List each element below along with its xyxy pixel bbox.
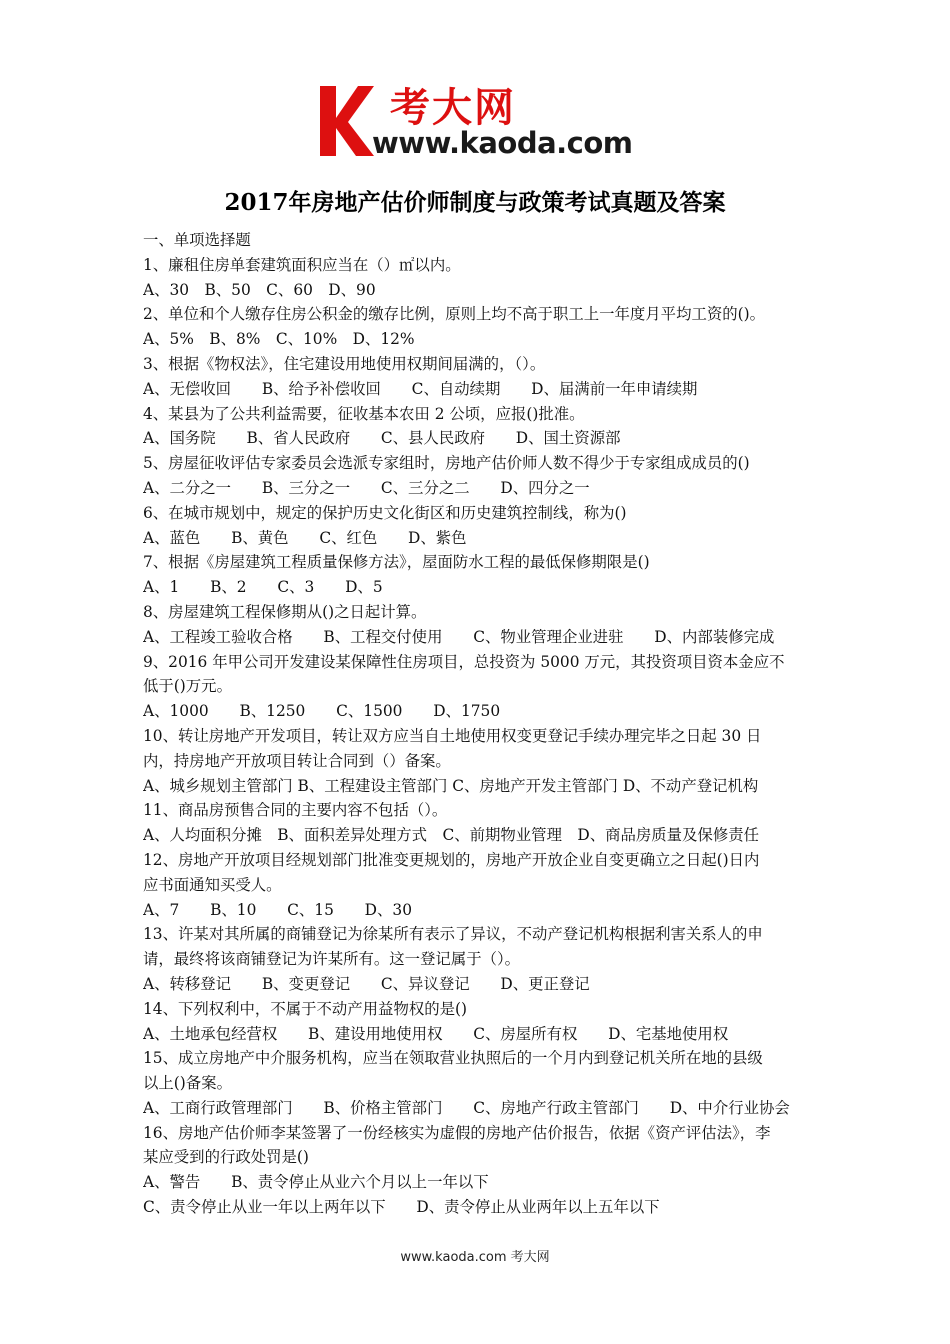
text-line: A、工商行政管理部门 B、价格主管部门 C、房地产行政主管部门 D、中介行业协会	[143, 1098, 790, 1117]
text-line: 1、廉租住房单套建筑面积应当在（）㎡以内。	[143, 255, 461, 274]
text-line: 6、在城市规划中，规定的保护历史文化街区和历史建筑控制线，称为()	[143, 503, 627, 522]
text-line: A、国务院 B、省人民政府 C、县人民政府 D、国土资源部	[143, 429, 621, 448]
k-logo-icon	[316, 84, 376, 158]
text-line: A、城乡规划主管部门 B、工程建设主管部门 C、房地产开发主管部门 D、不动产登记机构	[143, 776, 759, 795]
text-line: 14、下列权利中，不属于不动产用益物权的是()	[143, 999, 468, 1018]
text-line: C、责令停止从业一年以上两年以下 D、责令停止从业两年以上五年以下	[143, 1198, 660, 1217]
text-line: 某应受到的行政处罚是()	[143, 1148, 309, 1167]
text-line: 15、成立房地产中介服务机构，应当在领取营业执照后的一个月内到登记机关所在地的县级	[143, 1049, 763, 1068]
text-line: 5、房屋征收评估专家委员会选派专家组时，房地产估价师人数不得少于专家组成成员的()	[143, 454, 750, 473]
text-line: 3、根据《物权法》，住宅建设用地使用权期间届满的，（）。	[143, 354, 546, 373]
text-line: A、工程竣工验收合格 B、工程交付使用 C、物业管理企业进驻 D、内部装修完成	[143, 627, 775, 646]
text-line: 4、某县为了公共利益需要，征收基本农田 2 公顷，应报()批准。	[143, 404, 585, 423]
logo-url: www.kaoda.com	[372, 126, 633, 160]
text-line: A、人均面积分摊 B、面积差异处理方式 C、前期物业管理 D、商品房质量及保修责任	[143, 826, 759, 845]
section-heading: 一、单项选择题	[143, 231, 251, 249]
text-line: 以上()备案。	[143, 1074, 232, 1093]
text-line: 8、房屋建筑工程保修期从()之日起计算。	[143, 602, 427, 621]
site-logo	[316, 80, 646, 162]
document-title: 2017年房地产估价师制度与政策考试真题及答案	[224, 189, 726, 216]
text-line: 请，最终将该商铺登记为许某所有。这一登记属于（）。	[143, 950, 521, 969]
text-line: 应书面通知买受人。	[143, 875, 282, 894]
text-line: 13、许某对其所属的商铺登记为徐某所有表示了异议，不动产登记机构根据利害关系人的申	[143, 925, 763, 944]
logo-brand-name: 考大网	[390, 85, 516, 131]
text-line: A、7 B、10 C、15 D、30	[143, 900, 412, 919]
text-line: 11、商品房预售合同的主要内容不包括（）。	[143, 801, 448, 820]
text-line: 7、根据《房屋建筑工程质量保修方法》，屋面防水工程的最低保修期限是()	[143, 553, 650, 572]
text-line: A、30 B、50 C、60 D、90	[143, 280, 376, 299]
text-line: A、无偿收回 B、给予补偿收回 C、自动续期 D、届满前一年申请续期	[143, 379, 698, 398]
text-line: A、警告 B、责令停止从业六个月以上一年以下	[143, 1173, 489, 1192]
text-line: 低于()万元。	[143, 677, 232, 696]
page-footer: www.kaoda.com 考大网	[400, 1250, 550, 1265]
text-line: 2、单位和个人缴存住房公积金的缴存比例，原则上均不高于职工上一年度月平均工资的()。	[143, 305, 766, 324]
text-line: 10、转让房地产开发项目，转让双方应当自土地使用权变更登记手续办理完毕之日起 30 日	[143, 726, 762, 745]
text-line: 9、2016 年甲公司开发建设某保障性住房项目，总投资为 5000 万元，其投资项目资本金应不	[143, 652, 785, 671]
text-line: A、土地承包经营权 B、建设用地使用权 C、房屋所有权 D、宅基地使用权	[143, 1024, 729, 1043]
text-line: 内，持房地产开放项目转让合同到（）备案。	[143, 751, 451, 770]
text-line: A、5% B、8% C、10% D、12%	[143, 330, 415, 349]
text-line: 12、房地产开放项目经规划部门批准变更规划的，房地产开放企业自变更确立之日起()日内	[143, 850, 760, 869]
text-line: A、1 B、2 C、3 D、5	[143, 578, 383, 597]
text-line: A、二分之一 B、三分之一 C、三分之二 D、四分之一	[143, 478, 590, 497]
text-line: A、转移登记 B、变更登记 C、异议登记 D、更正登记	[143, 974, 590, 993]
text-line: A、1000 B、1250 C、1500 D、1750	[143, 702, 501, 721]
question-list	[143, 228, 813, 1220]
text-line: 16、房地产估价师李某签署了一份经核实为虚假的房地产估价报告，依据《资产评估法》，李	[143, 1123, 771, 1142]
text-line: A、蓝色 B、黄色 C、红色 D、紫色	[143, 528, 467, 547]
